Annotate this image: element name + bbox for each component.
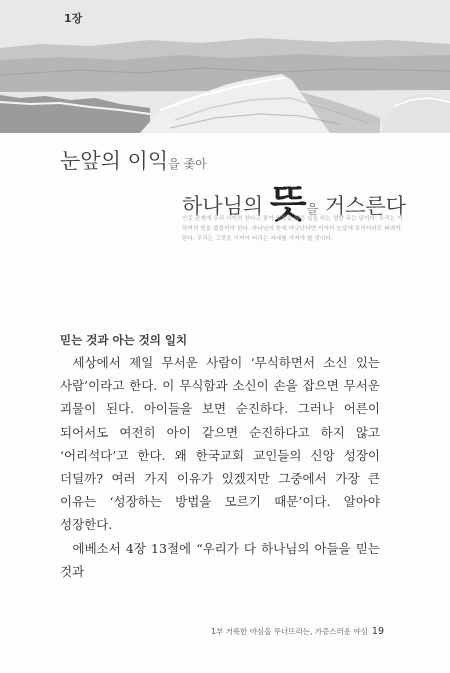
- page-number: 19: [371, 626, 384, 637]
- title-line2-prefix: 하나님의: [182, 194, 264, 218]
- chapter-label: 1장: [64, 12, 83, 25]
- page-footer: [200, 626, 384, 637]
- section-heading: 믿는 것과 아는 것의 일치: [60, 333, 188, 347]
- body-paragraph-1: 세상에서 제일 무서운 사람이 ‘무식하면서 소신 있는 사람’이라고 한다. 이 무식함과 소신이 손을 잡으면 무서운 괴물이 된다. 아이들을 보면 순진하다. 그러나 어른이 되어서도 여전히 아이 같으면 순진하다고 하지 않고 ‘어리석다’고 한다. 왜 한국교회 교인들의 신앙 성장이 더딜까? 여러 가지 이유가 있겠지만 그중에서 가장 큰 이유는 ‘성장하는 방법을 모르기 때문’이다. 알아야 성장한다.: [60, 355, 380, 533]
- title-line2-end: 거스른다: [324, 194, 406, 218]
- title-line1-suffix: 을 좇아: [168, 157, 207, 171]
- chapter-intro-text: 인종 관계에 우리 사이의 찬다고 좋아 영향을 많은 일을 하는 영향 주는 일이다. 우리는 이하여의 뜻을 불들어야 한다. 하나님의 뜻에 어긋난다면 이익이 눈앞에 보이더라도 버려야 한다. 우리는 그것을 기꺼이 버리는 자세를 가져야 할 것이다.: [182, 216, 403, 242]
- title-line1-prefix: 눈앞의 이익: [60, 149, 169, 173]
- title-line2-particle: 을: [306, 202, 319, 216]
- running-title: 1부 거룩한 야심을 무너뜨리는, 가증스러운 야심: [211, 627, 368, 636]
- body-paragraph-2: 에베소서 4장 13절에 “우리가 다 하나님의 아들을 믿는 것과: [60, 540, 380, 579]
- body-text: [60, 351, 380, 583]
- chapter-banner-photo: [0, 0, 450, 133]
- title-emphasis-word: 뜻: [269, 182, 307, 226]
